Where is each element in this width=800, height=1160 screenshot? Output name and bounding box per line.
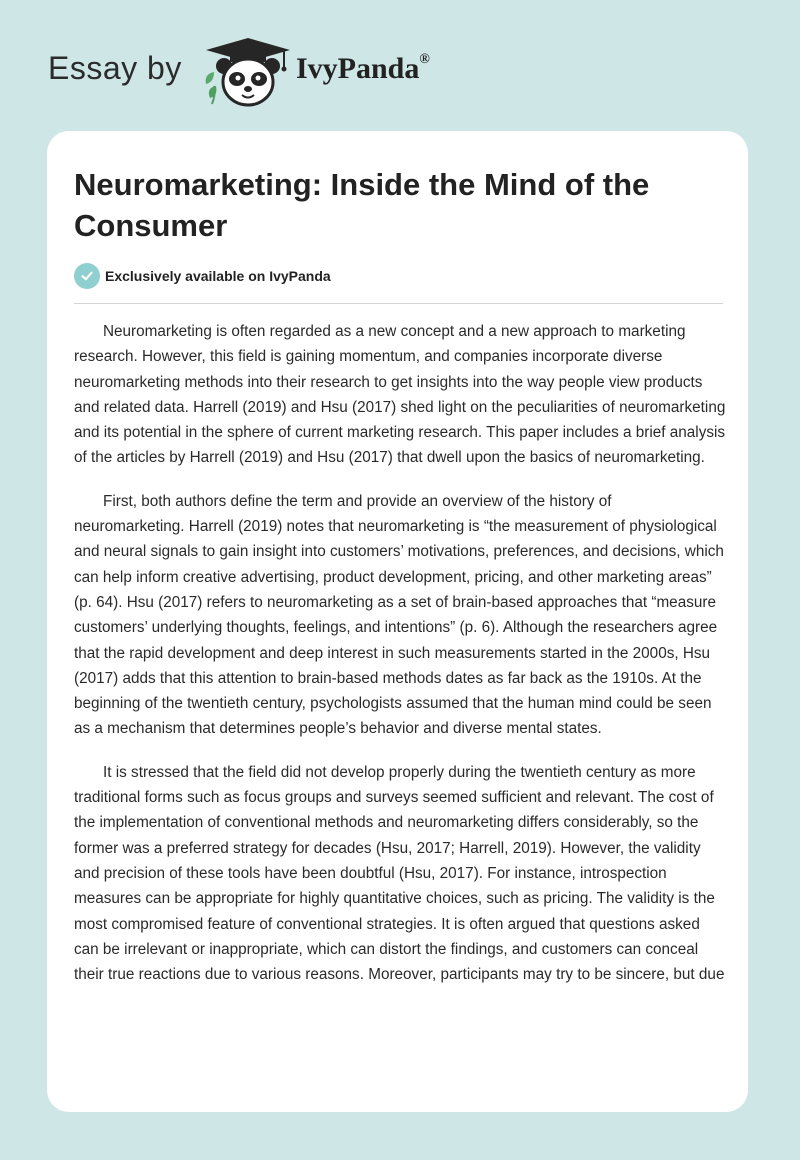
paragraph: First, both authors define the term and provide an overview of the history of neuromarketing. Harrell (2019) notes that neuromarketing is “the measurement of physiological and neural signals to gain insight into customers’ motivations, preferences, and decisions, which can help inform creative advertising, product development, pricing, and other marketing areas” (p. 64). Hsu (2017) refers to neuromarketing as a set of brain-based approaches that “measure customers’ underlying thoughts, feelings, and intentions” (p. 6). Although the researchers agree that the rapid development and deep interest in such measurements started in the 2000s, Hsu (2017) adds that this attention to brain-based methods dates as far back as the 1910s. At the beginning of the twentieth century, psychologists assumed that the human mind could be seen as a mechanism that determines people’s behavior and diverse mental states.: [74, 492, 724, 738]
exclusive-badge: [74, 263, 331, 289]
essay-title: Neuromarketing: Inside the Mind of the Consumer: [74, 167, 650, 243]
paragraph: It is stressed that the field did not develop properly during the twentieth century as more traditional forms such as focus groups and surveys seemed sufficient and relevant. The cost of the implementation of conventional methods and neuromarketing differs considerably, so the former was a preferred strategy for decades (Hsu, 2017; Harrell, 2019). However, the validity and precision of these tools have been doubtful (Hsu, 2017). For instance, introspection measures can be appropriate for highly quantitative choices, such as pricing. The validity is the most compromised feature of conventional strategies. It is often argued that questions asked can be irrelevant or inappropriate, which can distort the findings, and customers can conceal their true reactions due to various reasons. Moreover, participants may try to be sincere, but due: [74, 763, 725, 984]
paragraph: Neuromarketing is often regarded as a new concept and a new approach to marketing research. However, this field is gaining momentum, and companies incorporate diverse neuromarketing methods into their research to get insights into the way people view products and related data. Harrell (2019) and Hsu (2017) shed light on the peculiarities of neuromarketing and its potential in the sphere of current marketing research. This paper includes a brief analysis of the articles by Harrell (2019) and Hsu (2017) that dwell upon the basics of neuromarketing.: [74, 323, 726, 467]
exclusive-badge-text: Exclusively available on IvyPanda: [105, 268, 331, 284]
trademark-symbol: ®: [419, 52, 430, 67]
panda-logo-icon[interactable]: [200, 34, 296, 110]
essay-by-label: Essay by: [48, 50, 182, 86]
site-header: [0, 0, 800, 130]
essay-card: [47, 131, 748, 1112]
brand-name[interactable]: [296, 52, 430, 86]
essay-body: [74, 319, 726, 1005]
check-icon: [74, 263, 100, 289]
divider: [74, 303, 723, 304]
brand-name-text: IvyPanda: [296, 52, 420, 85]
